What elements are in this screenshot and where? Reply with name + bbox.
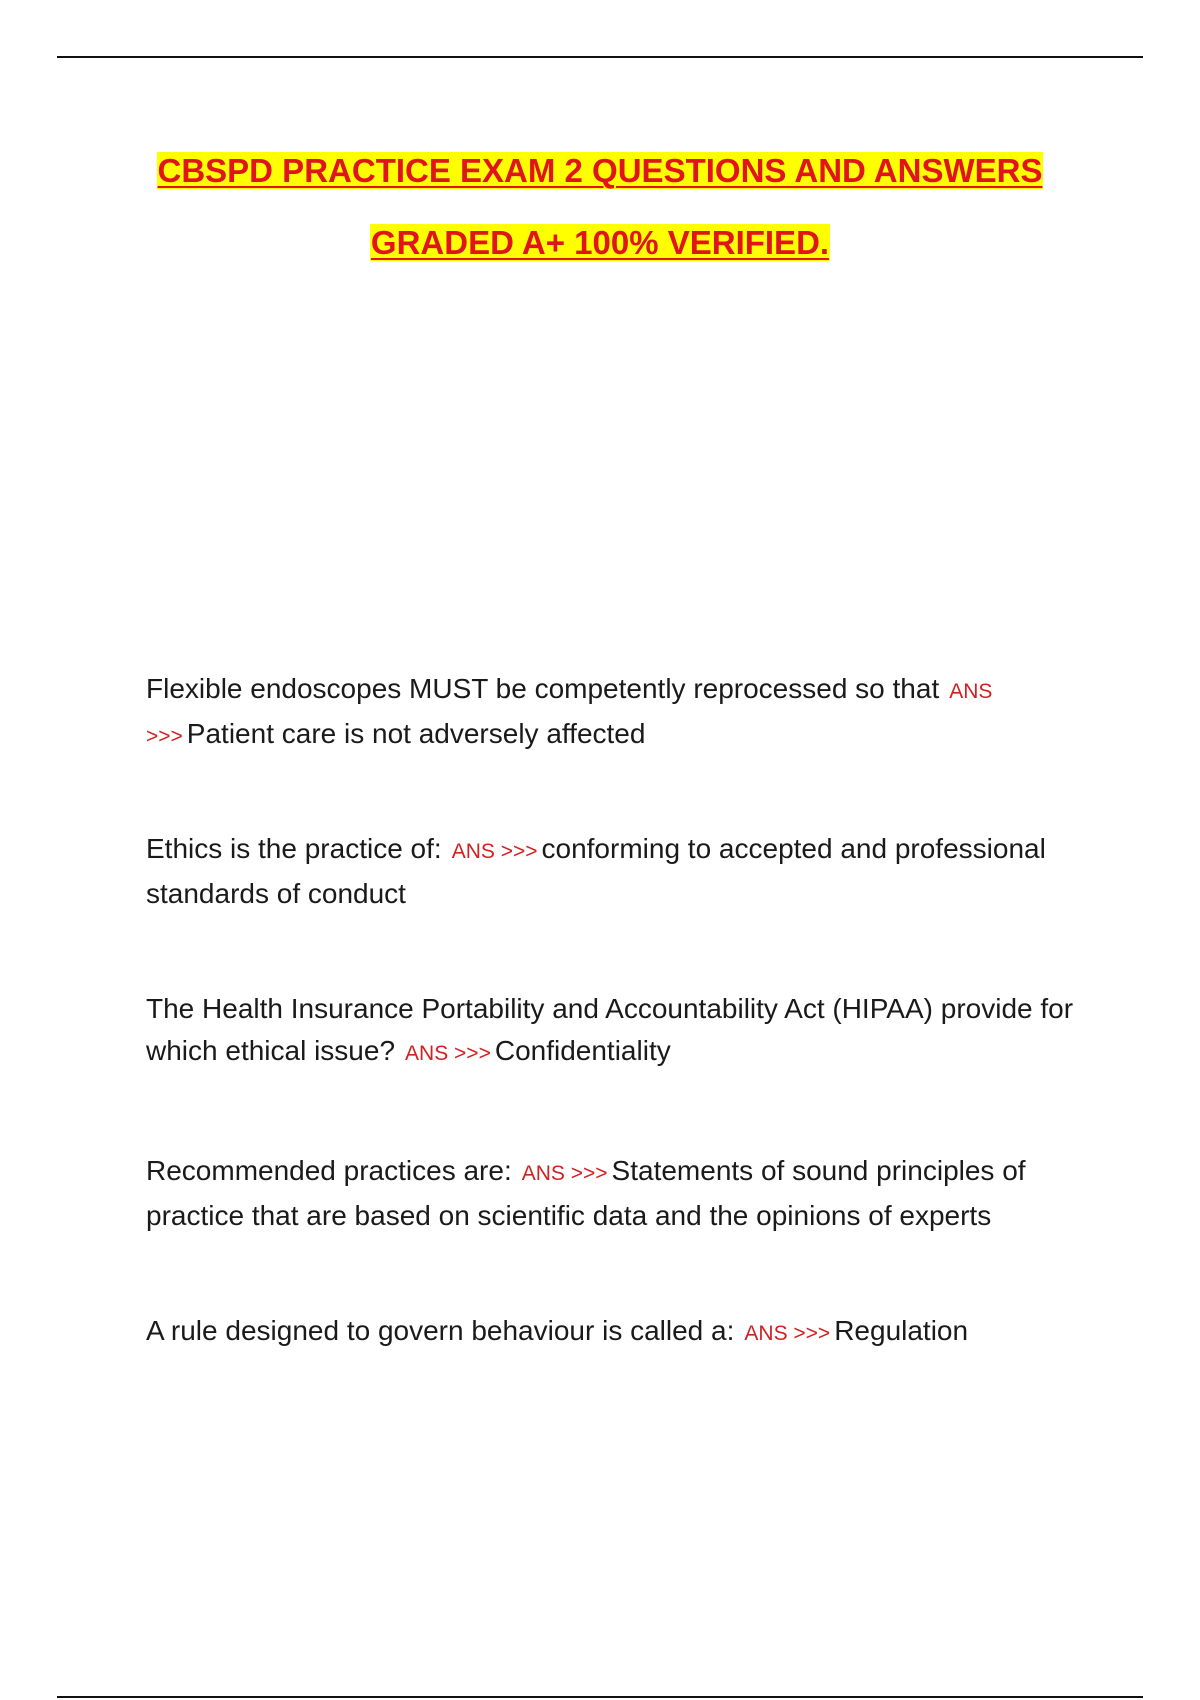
qa-item (146, 828, 1096, 915)
question-text: A rule designed to govern behaviour is called a: (146, 1315, 735, 1346)
question-text: Flexible endoscopes MUST be competently reprocessed so that (146, 673, 940, 704)
qa-item (146, 1310, 1096, 1355)
bottom-rule (57, 1696, 1143, 1698)
title-line-1 (0, 150, 1200, 192)
top-rule (57, 56, 1143, 58)
question-text: Recommended practices are: (146, 1155, 512, 1186)
answer-marker: ANS >>> (521, 1162, 608, 1185)
title-text-1: CBSPD PRACTICE EXAM 2 QUESTIONS AND ANSWERS (157, 152, 1043, 189)
title-line-2 (0, 222, 1200, 264)
answer-text: Patient care is not adversely affected (186, 718, 646, 749)
qa-item (146, 988, 1096, 1075)
title-text-2: GRADED A+ 100% VERIFIED. (370, 224, 830, 261)
document-title (0, 150, 1200, 264)
answer-text: conforming to accepted and professional standards of conduct (146, 833, 1046, 909)
question-text: Ethics is the practice of: (146, 833, 442, 864)
answer-marker: ANS >>> (744, 1322, 831, 1345)
qa-item (146, 668, 1096, 758)
answer-marker: ANS >>> (405, 1042, 491, 1065)
answer-text: Confidentiality (494, 1035, 671, 1066)
question-text: The Health Insurance Portability and Accountability Act (HIPAA) provide for which ethical issue? (146, 993, 1074, 1066)
answer-marker: ANS >>> (451, 840, 538, 863)
answer-marker: ANS >>> (146, 680, 993, 748)
qa-item (146, 1150, 1096, 1237)
answer-text: Regulation (834, 1315, 969, 1346)
answer-text: Statements of sound principles of practice that are based on scientific data and the opinions of experts (146, 1155, 1026, 1231)
